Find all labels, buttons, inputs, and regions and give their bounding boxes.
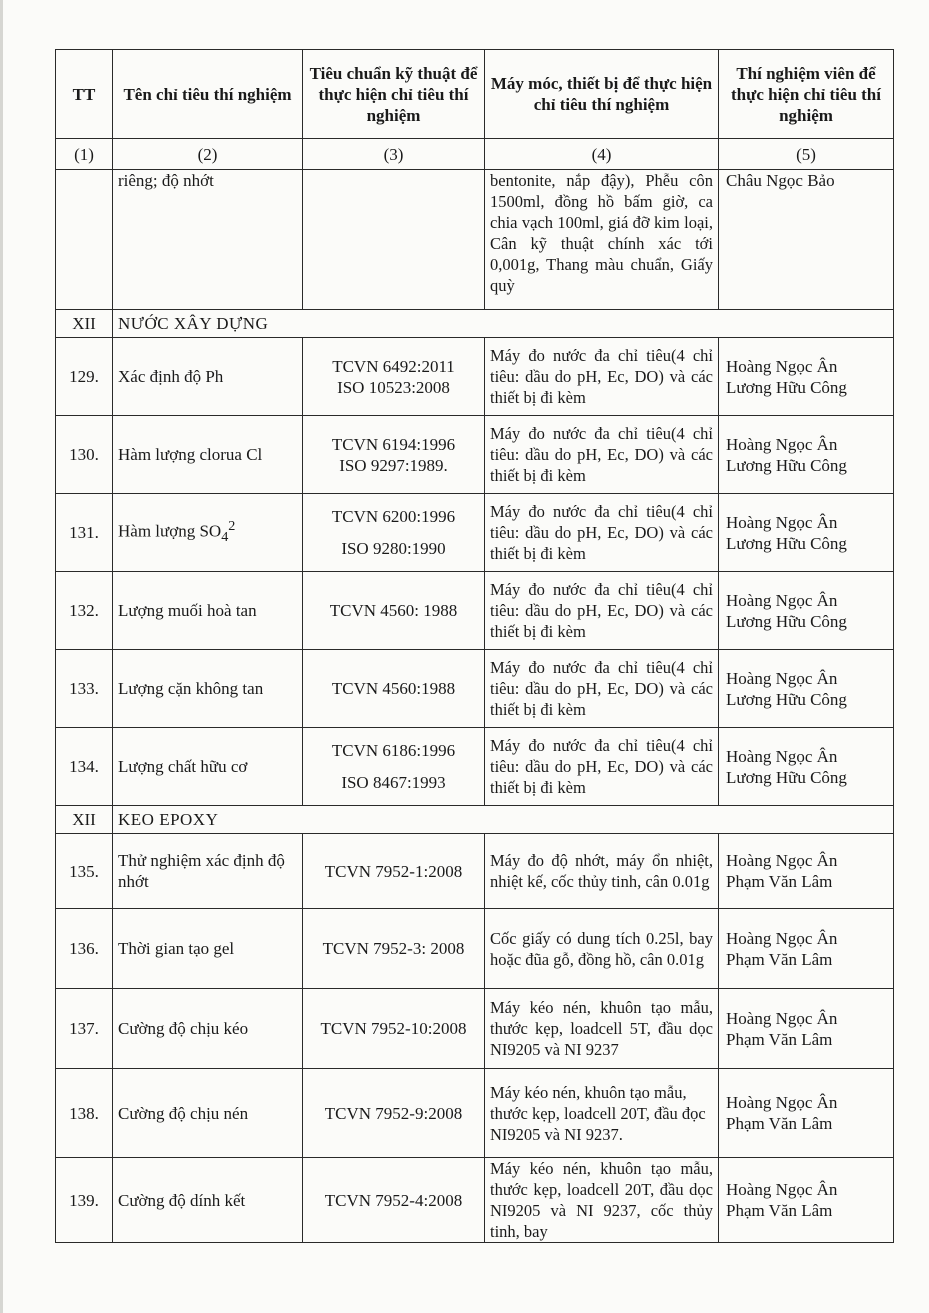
row-staff <box>719 338 894 416</box>
staff-2: Lương Hữu Công <box>726 455 847 475</box>
staff-1: Hoàng Ngọc Ân <box>726 746 838 766</box>
row-name: Lượng muối hoà tan <box>113 572 303 650</box>
section-title: KEO EPOXY <box>113 806 894 834</box>
row-standard <box>303 170 485 310</box>
row-tt: 130. <box>56 416 113 494</box>
row-staff <box>719 416 894 494</box>
row-equipment <box>485 1069 719 1158</box>
row-name: Cường độ chịu nén <box>113 1069 303 1158</box>
continuation-row <box>56 170 894 310</box>
row-tt <box>56 170 113 310</box>
row-standard: TCVN 7952-9:2008 <box>303 1069 485 1158</box>
section-row-epoxy <box>56 806 894 834</box>
row-standard <box>303 338 485 416</box>
row-standard <box>303 728 485 806</box>
table-row <box>56 650 894 728</box>
equipment-text: Máy kéo nén, khuôn tạo mẫu, thước kẹp, loadcell 5T, đầu dọc NI9205 và NI 9237 <box>490 998 713 1059</box>
standard-line-2: ISO 9280:1990 <box>341 539 446 558</box>
table-row <box>56 728 894 806</box>
name-text: Hàm lượng SO <box>118 522 222 542</box>
table-row <box>56 1158 894 1243</box>
row-staff <box>719 989 894 1069</box>
row-equipment <box>485 834 719 909</box>
row-name: Xác định độ Ph <box>113 338 303 416</box>
row-equipment <box>485 650 719 728</box>
section-title: NƯỚC XÂY DỰNG <box>113 310 894 338</box>
row-tt: 139. <box>56 1158 113 1243</box>
row-name: riêng; độ nhớt <box>113 170 303 310</box>
staff-1: Hoàng Ngọc Ân <box>726 851 838 870</box>
row-equipment <box>485 494 719 572</box>
header-row <box>56 50 894 139</box>
row-tt: 137. <box>56 989 113 1069</box>
standard-gap <box>308 761 479 772</box>
row-staff: Châu Ngọc Bảo <box>719 170 894 310</box>
staff-2: Phạm Văn Lâm <box>726 1201 833 1220</box>
row-name: Lượng chất hữu cơ <box>113 728 303 806</box>
row-tt: 136. <box>56 909 113 989</box>
row-equipment <box>485 909 719 989</box>
page-edge <box>0 0 3 1313</box>
row-equipment <box>485 170 719 310</box>
table-row <box>56 834 894 909</box>
staff-2: Phạm Văn Lâm <box>726 1114 833 1133</box>
row-equipment <box>485 338 719 416</box>
row-staff <box>719 650 894 728</box>
standard-line-1: TCVN 6492:2011 <box>332 356 455 376</box>
row-name: Thử nghiệm xác định độ nhớt <box>113 834 303 909</box>
row-standard: TCVN 7952-4:2008 <box>303 1158 485 1243</box>
row-tt: 131. <box>56 494 113 572</box>
row-name: Thời gian tạo gel <box>113 909 303 989</box>
row-name: Cường độ chịu kéo <box>113 989 303 1069</box>
row-standard: TCVN 7952-10:2008 <box>303 989 485 1069</box>
staff-1: Hoàng Ngọc Ân <box>726 1093 838 1112</box>
equipment-text: Máy đo nước đa chỉ tiêu(4 chỉ tiêu: dầu do pH, Ec, DO) và các thiết bị đi kèm <box>490 346 713 407</box>
table-row <box>56 572 894 650</box>
staff-2: Phạm Văn Lâm <box>726 1029 833 1049</box>
standard-line-2: ISO 10523:2008 <box>337 377 450 397</box>
lab-test-table <box>55 49 894 1243</box>
section-roman: XII <box>56 806 113 834</box>
header-standard: Tiêu chuẩn kỹ thuật để thực hiện chỉ tiêu thí nghiệm <box>303 50 485 139</box>
equipment-text: Máy đo nước đa chỉ tiêu(4 chỉ tiêu: dầu do pH, Ec, DO) và các thiết bị đi kèm <box>490 502 713 563</box>
staff-1: Hoàng Ngọc Ân <box>726 928 838 948</box>
col-num-5: (5) <box>719 139 894 170</box>
row-staff <box>719 572 894 650</box>
row-standard <box>303 494 485 572</box>
row-tt: 133. <box>56 650 113 728</box>
equipment-text: Máy đo nước đa chỉ tiêu(4 chỉ tiêu: dầu do pH, Ec, DO) và các thiết bị đi kèm <box>490 580 713 641</box>
staff-2: Phạm Văn Lâm <box>726 872 833 891</box>
row-name: Lượng cặn không tan <box>113 650 303 728</box>
table-row <box>56 494 894 572</box>
standard-line-1: TCVN 6194:1996 <box>331 434 456 454</box>
section-roman: XII <box>56 310 113 338</box>
staff-2: Lương Hữu Công <box>726 767 847 787</box>
staff-1: Hoàng Ngọc Ân <box>726 1008 838 1028</box>
staff-1: Hoàng Ngọc Ân <box>726 434 838 454</box>
column-number-row <box>56 139 894 170</box>
section-row-water <box>56 310 894 338</box>
name-superscript: 2 <box>228 518 236 535</box>
equipment-text: bentonite, nắp đậy), Phễu côn 1500ml, đồng hồ bấm giờ, ca chia vạch 100ml, giá đỡ kim loại, Cân kỹ thuật chính xác tới 0,001g, Thang màu chuẩn, Giấy quỳ <box>490 171 713 295</box>
equipment-text: Máy đo nước đa chỉ tiêu(4 chỉ tiêu: dầu do pH, Ec, DO) và các thiết bị đi kèm <box>490 658 713 719</box>
row-tt: 132. <box>56 572 113 650</box>
row-tt: 135. <box>56 834 113 909</box>
standard-gap <box>308 527 479 538</box>
equipment-text: Cốc giấy có dung tích 0.25l, bay hoặc đũa gỗ, đồng hồ, cân 0.01g <box>490 928 713 969</box>
table-row <box>56 909 894 989</box>
row-staff <box>719 1158 894 1243</box>
row-equipment <box>485 728 719 806</box>
row-standard: TCVN 4560:1988 <box>303 650 485 728</box>
header-test-name: Tên chỉ tiêu thí nghiệm <box>113 50 303 139</box>
row-staff <box>719 494 894 572</box>
equipment-text: Máy đo nước đa chỉ tiêu(4 chỉ tiêu: dầu do pH, Ec, DO) và các thiết bị đi kèm <box>490 424 713 485</box>
staff-2: Lương Hữu Công <box>726 611 847 631</box>
row-equipment <box>485 1158 719 1243</box>
standard-line-1: TCVN 6200:1996 <box>331 507 456 526</box>
table-row <box>56 989 894 1069</box>
name-subscript: 4 <box>221 529 229 546</box>
col-num-2: (2) <box>113 139 303 170</box>
header-staff: Thí nghiệm viên để thực hiện chỉ tiêu thí nghiệm <box>719 50 894 139</box>
equipment-text: Máy đo độ nhớt, máy ổn nhiệt, nhiệt kế, cốc thủy tinh, cân 0.01g <box>490 851 713 891</box>
table-row <box>56 338 894 416</box>
header-tt: TT <box>56 50 113 139</box>
row-staff <box>719 1069 894 1158</box>
row-equipment <box>485 989 719 1069</box>
equipment-text: Máy kéo nén, khuôn tạo mẫu, thước kẹp, loadcell 20T, đầu đọc NI9205 và NI 9237. <box>490 1082 706 1144</box>
row-staff <box>719 909 894 989</box>
staff-2: Lương Hữu Công <box>726 533 847 553</box>
row-name <box>113 494 303 572</box>
row-equipment <box>485 416 719 494</box>
staff-1: Hoàng Ngọc Ân <box>726 356 838 376</box>
row-staff <box>719 728 894 806</box>
table-row <box>56 1069 894 1158</box>
standard-line-2: ISO 9297:1989. <box>339 455 448 475</box>
staff-2: Lương Hữu Công <box>726 689 847 709</box>
row-standard: TCVN 7952-3: 2008 <box>303 909 485 989</box>
staff-2: Phạm Văn Lâm <box>726 949 833 969</box>
row-staff <box>719 834 894 909</box>
staff-2: Lương Hữu Công <box>726 377 847 397</box>
equipment-text: Máy kéo nén, khuôn tạo mẫu, thước kẹp, loadcell 20T, đầu dọc NI9205 và NI 9237, cốc thủy tinh, bay <box>490 1159 713 1241</box>
col-num-4: (4) <box>485 139 719 170</box>
row-tt: 134. <box>56 728 113 806</box>
table-row <box>56 416 894 494</box>
row-standard: TCVN 7952-1:2008 <box>303 834 485 909</box>
col-num-1: (1) <box>56 139 113 170</box>
header-equipment: Máy móc, thiết bị để thực hiện chỉ tiêu thí nghiệm <box>485 50 719 139</box>
staff-1: Hoàng Ngọc Ân <box>726 1180 838 1199</box>
row-name: Hàm lượng clorua Cl <box>113 416 303 494</box>
row-standard <box>303 416 485 494</box>
row-tt: 129. <box>56 338 113 416</box>
standard-line-1: TCVN 6186:1996 <box>331 741 456 760</box>
standard-line-2: ISO 8467:1993 <box>341 773 446 792</box>
row-name: Cường độ dính kết <box>113 1158 303 1243</box>
equipment-text: Máy đo nước đa chỉ tiêu(4 chỉ tiêu: dầu do pH, Ec, DO) và các thiết bị đi kèm <box>490 736 713 797</box>
staff-1: Hoàng Ngọc Ân <box>726 668 838 688</box>
staff-1: Hoàng Ngọc Ân <box>726 590 838 610</box>
row-equipment <box>485 572 719 650</box>
staff-1: Hoàng Ngọc Ân <box>726 512 838 532</box>
col-num-3: (3) <box>303 139 485 170</box>
row-standard: TCVN 4560: 1988 <box>303 572 485 650</box>
row-tt: 138. <box>56 1069 113 1158</box>
